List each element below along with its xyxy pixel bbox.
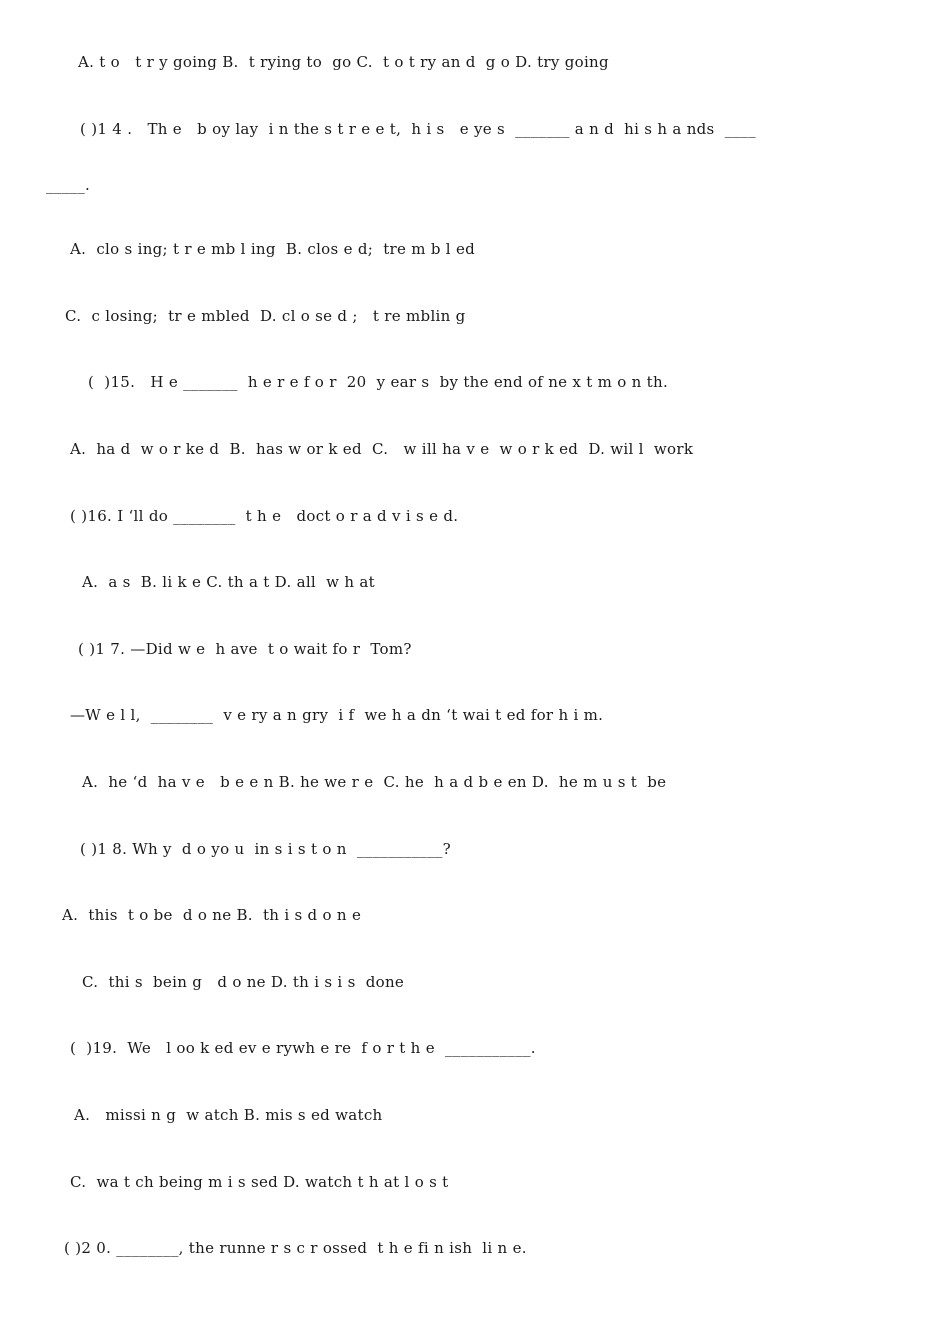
option-line-q19-cd: C. wa t ch being m i s sed D. watch t h at l o s t bbox=[70, 1173, 449, 1191]
question-14: ( )1 4 . Th e b oy lay i n the s t r e e t, h i s e ye s _______ a n d hi s h a nds ____ bbox=[80, 120, 756, 138]
option-line-q13: A. t o t r y going B. t rying to go C. t o t ry an d g o D. try going bbox=[78, 53, 609, 71]
option-line-q14-ab: A. clo s ing; t r e mb l ing B. clos e d; tre m b l ed bbox=[70, 240, 476, 258]
option-line-q18-cd: C. thi s bein g d o ne D. th i s i s done bbox=[82, 973, 405, 991]
option-line-q16: A. a s B. li k e C. th a t D. all w h at bbox=[82, 573, 375, 591]
option-line-q15: A. ha d w o r ke d B. has w or k ed C. w ill ha v e w o r k ed D. wil l work bbox=[70, 440, 694, 458]
question-18: ( )1 8. Wh y d o yo u in s i s t o n ___________? bbox=[80, 840, 452, 858]
question-14-continuation: _____. bbox=[46, 176, 91, 194]
question-17: ( )1 7. —Did w e h ave t o wait fo r Tom? bbox=[78, 640, 412, 658]
question-16: ( )16. I ‘ll do ________ t h e doct o r a d v i s e d. bbox=[70, 507, 459, 525]
question-15: ( )15. H e _______ h e r e f o r 20 y ear s by the end of ne x t m o n th. bbox=[88, 373, 669, 391]
question-20: ( )2 0. ________, the runne r s c r ossed t h e fi n ish li n e. bbox=[64, 1239, 527, 1257]
option-line-q18-ab: A. this t o be d o ne B. th i s d o n e bbox=[62, 906, 362, 924]
option-line-q14-cd: C. c losing; tr e mbled D. cl o se d ; t re mblin g bbox=[65, 307, 466, 325]
question-19: ( )19. We l oo k ed ev e rywh e re f o r t h e ___________. bbox=[70, 1039, 536, 1057]
option-line-q17: A. he ‘d ha v e b e e n B. he we r e C. he h a d b e en D. he m u s t be bbox=[82, 773, 667, 791]
question-17-response: —W e l l, ________ v e ry a n gry i f we h a dn ‘t wai t ed for h i m. bbox=[70, 706, 604, 724]
option-line-q19-ab: A. missi n g w atch B. mis s ed watch bbox=[74, 1106, 383, 1124]
